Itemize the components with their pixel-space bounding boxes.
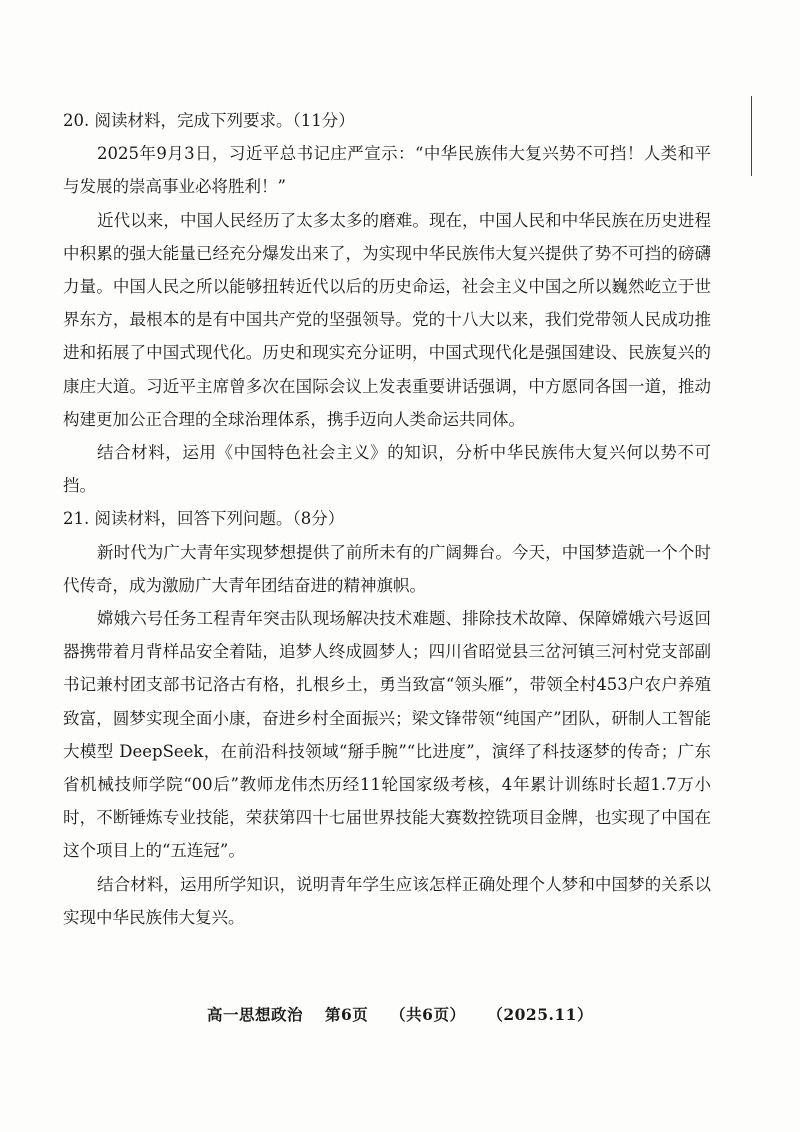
page-footer: [0, 1003, 800, 1025]
question-21-heading: 21. 阅读材料，回答下列问题。（8分）: [63, 509, 345, 529]
question-21-task: 结合材料，运用所学知识，说明青年学生应该怎样正确处理个人梦和中国梦的关系以实现中华民族伟大复兴。: [63, 874, 711, 927]
footer-total-pages: （共6页）: [390, 1005, 466, 1024]
footer-page-number: 第6页: [324, 1005, 369, 1024]
footer-subject: 高一思想政治: [207, 1005, 304, 1024]
question-20-heading: 20. 阅读材料，完成下列要求。（11分）: [63, 111, 355, 130]
page-edge-line: [751, 96, 752, 176]
question-20-material: 近代以来，中国人民经历了太多太多的磨难。现在，中国人民和中华民族在历史进程中积累的强大能量已经充分爆发出来了，为实现中华民族伟大复兴提供了势不可挡的磅礴力量。中国人民之所以能够扭转近代以后的历史命运，社会主义中国之所以巍然屹立于世界东方，最根本的是有中国共产党的坚强领导。党的十八大以来，我们党带领人民成功推进和拓展了中国式现代化。历史和现实充分证明，中国式现代化是强国建设、民族复兴的康庄大道。习近平主席曾多次在国际会议上发表重要讲话强调，中方愿同各国一道，推动构建更加公正合理的全球治理体系，携手迈向人类命运共同体。: [63, 210, 711, 429]
footer-date: （2025.11）: [487, 1005, 593, 1024]
question-21-material: 嫦娥六号任务工程青年突击队现场解决技术难题、排除技术故障、保障嫦娥六号返回器携带着月背样品安全着陆，追梦人终成圆梦人；四川省昭觉县三岔河镇三河村党支部副书记兼村团支部书记洛古有格，扎根乡土，勇当致富“领头雁”，带领全村453户农户养殖致富，圆梦实现全面小康，奋进乡村全面振兴；梁文锋带领“纯国产”团队，研制人工智能大模型 DeepSeek，在前沿科技领域“掰手腕”“比进度”，演绎了科技逐梦的传奇；广东省机械技师学院“00后”教师龙伟杰历经11轮国家级考核，4年累计训练时长超1.7万小时，不断锤炼专业技能，荣获第四十七届世界技能大赛数控铣项目金牌，也实现了中国在这个项目上的“五连冠”。: [63, 609, 711, 861]
exam-content: [63, 104, 711, 934]
question-21-intro: 新时代为广大青年实现梦想提供了前所未有的广阔舞台。今天，中国梦造就一个个时代传奇，成为激励广大青年团结奋进的精神旗帜。: [63, 542, 711, 595]
question-20-task: 结合材料，运用《中国特色社会主义》的知识，分析中华民族伟大复兴何以势不可挡。: [63, 443, 711, 496]
question-20-quote: 2025年9月3日，习近平总书记庄严宣示：“中华民族伟大复兴势不可挡！人类和平与发展的崇高事业必将胜利！”: [63, 144, 711, 197]
